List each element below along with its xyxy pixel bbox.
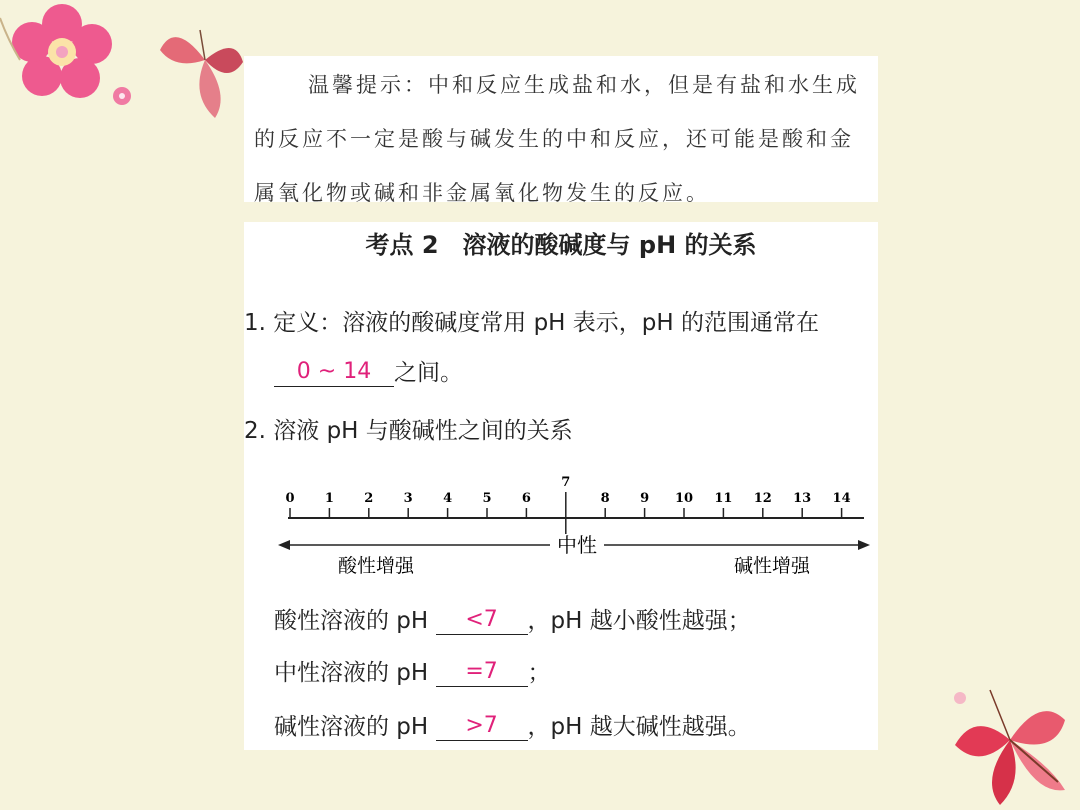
statement-suffix: ；	[527, 660, 551, 686]
definition-tail: 之间。	[394, 360, 463, 386]
statement-prefix: 中性溶液的 pH	[274, 660, 436, 686]
arrow-left-icon	[278, 540, 290, 550]
scale-tick-label: 1	[324, 491, 334, 506]
butterfly-icon	[955, 690, 1065, 805]
scale-tick-label: 0	[285, 491, 295, 506]
scale-tick-label: 3	[403, 491, 413, 506]
arrow-right-icon	[858, 540, 870, 550]
neutral-label: 中性	[557, 533, 597, 557]
answer-blank-neutral: =7	[436, 658, 528, 687]
scale-tick-label: 2	[364, 491, 374, 506]
scale-tick-label: 12	[753, 491, 772, 506]
flower-icon	[12, 4, 112, 98]
scale-tick-label: 8	[600, 491, 610, 506]
scale-tick-label: 5	[482, 491, 492, 506]
scale-tick-label: 7	[561, 475, 571, 490]
section-heading: 考点 2 溶液的酸碱度与 pH 的关系	[365, 231, 757, 259]
answer-blank-acid: <7	[436, 606, 528, 635]
scale-tick-label: 6	[521, 491, 531, 506]
statement-prefix: 酸性溶液的 pH	[274, 608, 436, 634]
scale-tick-label: 14	[832, 491, 851, 506]
statement-acid	[274, 602, 751, 635]
scale-tick-label: 4	[443, 491, 453, 506]
answer-blank-base: >7	[436, 712, 528, 741]
ph-scale	[274, 472, 874, 582]
scale-tick-label: 10	[674, 491, 694, 506]
butterfly-decoration	[940, 680, 1080, 810]
definition-line: 1. 定义：溶液的酸碱度常用 pH 表示，pH 的范围通常在	[244, 310, 819, 336]
scale-tick-label: 13	[793, 491, 812, 506]
acid-label: 酸性增强	[338, 555, 415, 577]
statement-prefix: 碱性溶液的 pH	[274, 714, 436, 740]
relation-title: 2. 溶液 pH 与酸碱性之间的关系	[244, 418, 573, 444]
tip-text: 温馨提示：中和反应生成盐和水，但是有盐和水生成的反应不一定是酸与碱发生的中和反应，还可能是酸和金属氧化物或碱和非金属氧化物发生的反应。	[254, 73, 860, 205]
statement-suffix: ，pH 越大碱性越强。	[527, 714, 751, 740]
statement-neutral	[274, 654, 551, 687]
content-box	[244, 222, 878, 750]
answer-blank-range: 0 ~ 14	[274, 358, 394, 387]
statement-base	[274, 708, 751, 741]
butterfly-icon	[160, 30, 243, 118]
statement-suffix: ，pH 越小酸性越强；	[527, 608, 751, 634]
scale-tick-label: 9	[640, 491, 650, 506]
scale-tick-label: 11	[714, 491, 733, 506]
flower-decoration	[0, 0, 250, 130]
definition-answer-line	[274, 354, 463, 387]
base-label: 碱性增强	[734, 555, 811, 577]
tip-box	[244, 56, 878, 205]
